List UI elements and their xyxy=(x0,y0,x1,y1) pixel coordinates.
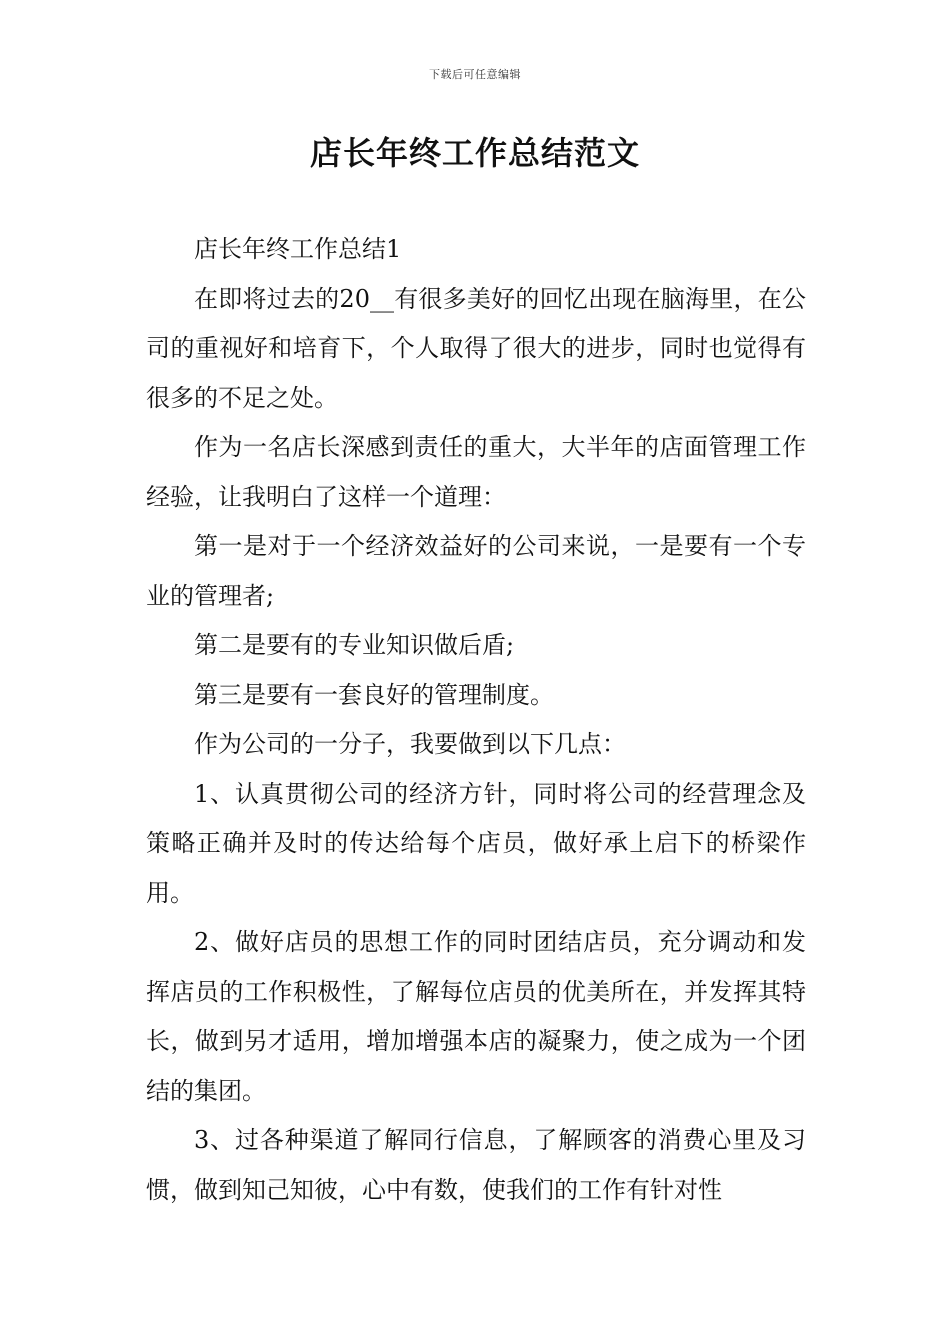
document-title: 店长年终工作总结范文 xyxy=(309,134,640,172)
paragraph: 第二是要有的专业知识做后盾; xyxy=(194,631,515,659)
document-body xyxy=(146,225,806,1215)
list-item: 1、认真贯彻公司的经济方针，同时将公司的经营理念及策略正确并及时的传达给每个店员，做好承上启下的桥梁作用。 xyxy=(146,779,806,907)
list-item: 2、做好店员的思想工作的同时团结店员，充分调动和发挥店员的工作积极性，了解每位店员的优美所在，并发挥其特长，做到另才适用，增加增强本店的凝聚力，使之成为一个团结的集团。 xyxy=(146,928,806,1105)
paragraph: 第一是对于一个经济效益好的公司来说，一是要有一个专业的管理者; xyxy=(146,532,806,610)
list-item: 3、过各种渠道了解同行信息，了解顾客的消费心里及习惯，做到知己知彼，心中有数，使我们的工作有针对性 xyxy=(146,1126,806,1204)
paragraph: 作为公司的一分子，我要做到以下几点： xyxy=(194,730,626,758)
paragraph: 在即将过去的20__有很多美好的回忆出现在脑海里，在公司的重视好和培育下，个人取得了很大的进步，同时也觉得有很多的不足之处。 xyxy=(146,284,806,412)
header-note: 下载后可任意编辑 xyxy=(429,68,521,81)
paragraph: 第三是要有一套良好的管理制度。 xyxy=(194,680,554,709)
paragraph: 作为一名店长深感到责任的重大，大半年的店面管理工作经验，让我明白了这样一个道理： xyxy=(146,433,806,511)
section-heading: 店长年终工作总结1 xyxy=(194,235,402,263)
